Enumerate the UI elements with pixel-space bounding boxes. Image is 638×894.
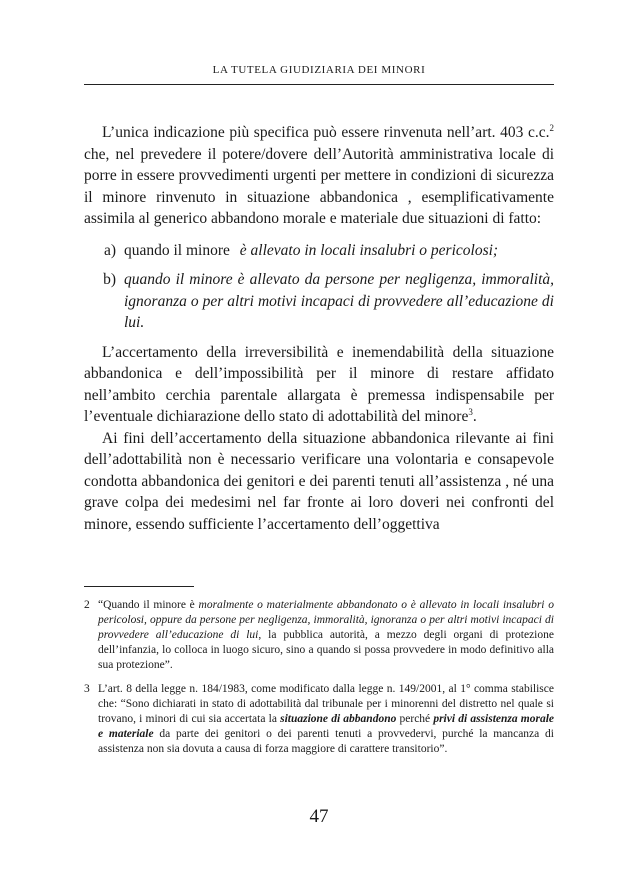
paragraph-2: L’accertamento della irreversibilità e inemendabilità della situazione abbandonica e dell’impossibilità per il minore di restare affidato nell’ambito cerchia parentale allargata è premessa indispensabile per l’eventuale dichiarazione dello stato di adottabilità del minore$^3$. <box>84 343 554 425</box>
running-head: LA TUTELA GIUDIZIARIA DEI MINORI <box>212 64 426 76</box>
footnote-ref-2: 2 <box>549 122 554 133</box>
footnote-rule <box>84 586 194 587</box>
page-number: 47 <box>309 806 329 827</box>
paragraph-3: Ai fini dell’accertamento della situazione abbandonica rilevante ai fini dell’adottabilità non è necessario verificare una volontaria e consapevole condotta abbandonica dei genitori e dei parenti tenuti all’assistenza , né una grave colpa dei medesimi nel far fronte ai loro doveri nei confronti del minore, essendo sufficiente l’accertamento dell’oggettiva <box>84 429 554 533</box>
list-item: b) quando il minore è allevato da persone per negligenza, immoralità, ignoranza o per altri motivi incapaci di provvedere all’educazione di lui. <box>103 271 554 331</box>
list-item: a) quando il minore è allevato in locali insalubri o pericolosi; <box>103 241 499 259</box>
header-rule <box>84 84 554 85</box>
cases-list <box>84 240 554 334</box>
footnote-ref-3: 3 <box>468 406 473 417</box>
footnote-2: 2 “Quando il minore è moralmente o materialmente abbandonato o è allevato in locali insalubri o pericolosi, oppure da persone per negligenza, immoralità, ignoranza o per altri motivi incapaci di provvedere all’educazione di lui, la pubblica autorità, a mezzo degli organi di protezione dell’infanzia, lo colloca in luogo sicuro, sino a quando si possa provvedere in modo definitivo alla sua protezione”. <box>84 599 554 671</box>
body-text <box>84 122 554 535</box>
footnotes <box>84 598 554 766</box>
footnote-3: 3 L’art. 8 della legge n. 184/1983, come modificato dalla legge n. 149/2001, al 1° comma stabilisce che: “Sono dichiarati in stato di adottabilità dal tribunale per i minorenni del distretto nel quale si trovano, i minori di cui sia accertata la situazione di abbandono perché privi di assistenza morale e materiale da parte dei genitori o dei parenti tenuti a provvedervi, purché la mancanza di assistenza non sia dovuta a causa di forza maggiore di carattere transitorio”. <box>84 683 554 755</box>
paragraph-1: L’unica indicazione più specifica può essere rinvenuta nell’art. 403 c.c.$^2$ che, nel prevedere il potere/dovere dell’Autorità amministrativa locale di porre in essere provvedimenti urgenti per mettere in condizioni di sicurezza il minore rinvenuto in situazione abbandonica , esemplificativamente assimila al generico abbandono morale e materiale due situazioni di fatto: <box>84 122 554 227</box>
